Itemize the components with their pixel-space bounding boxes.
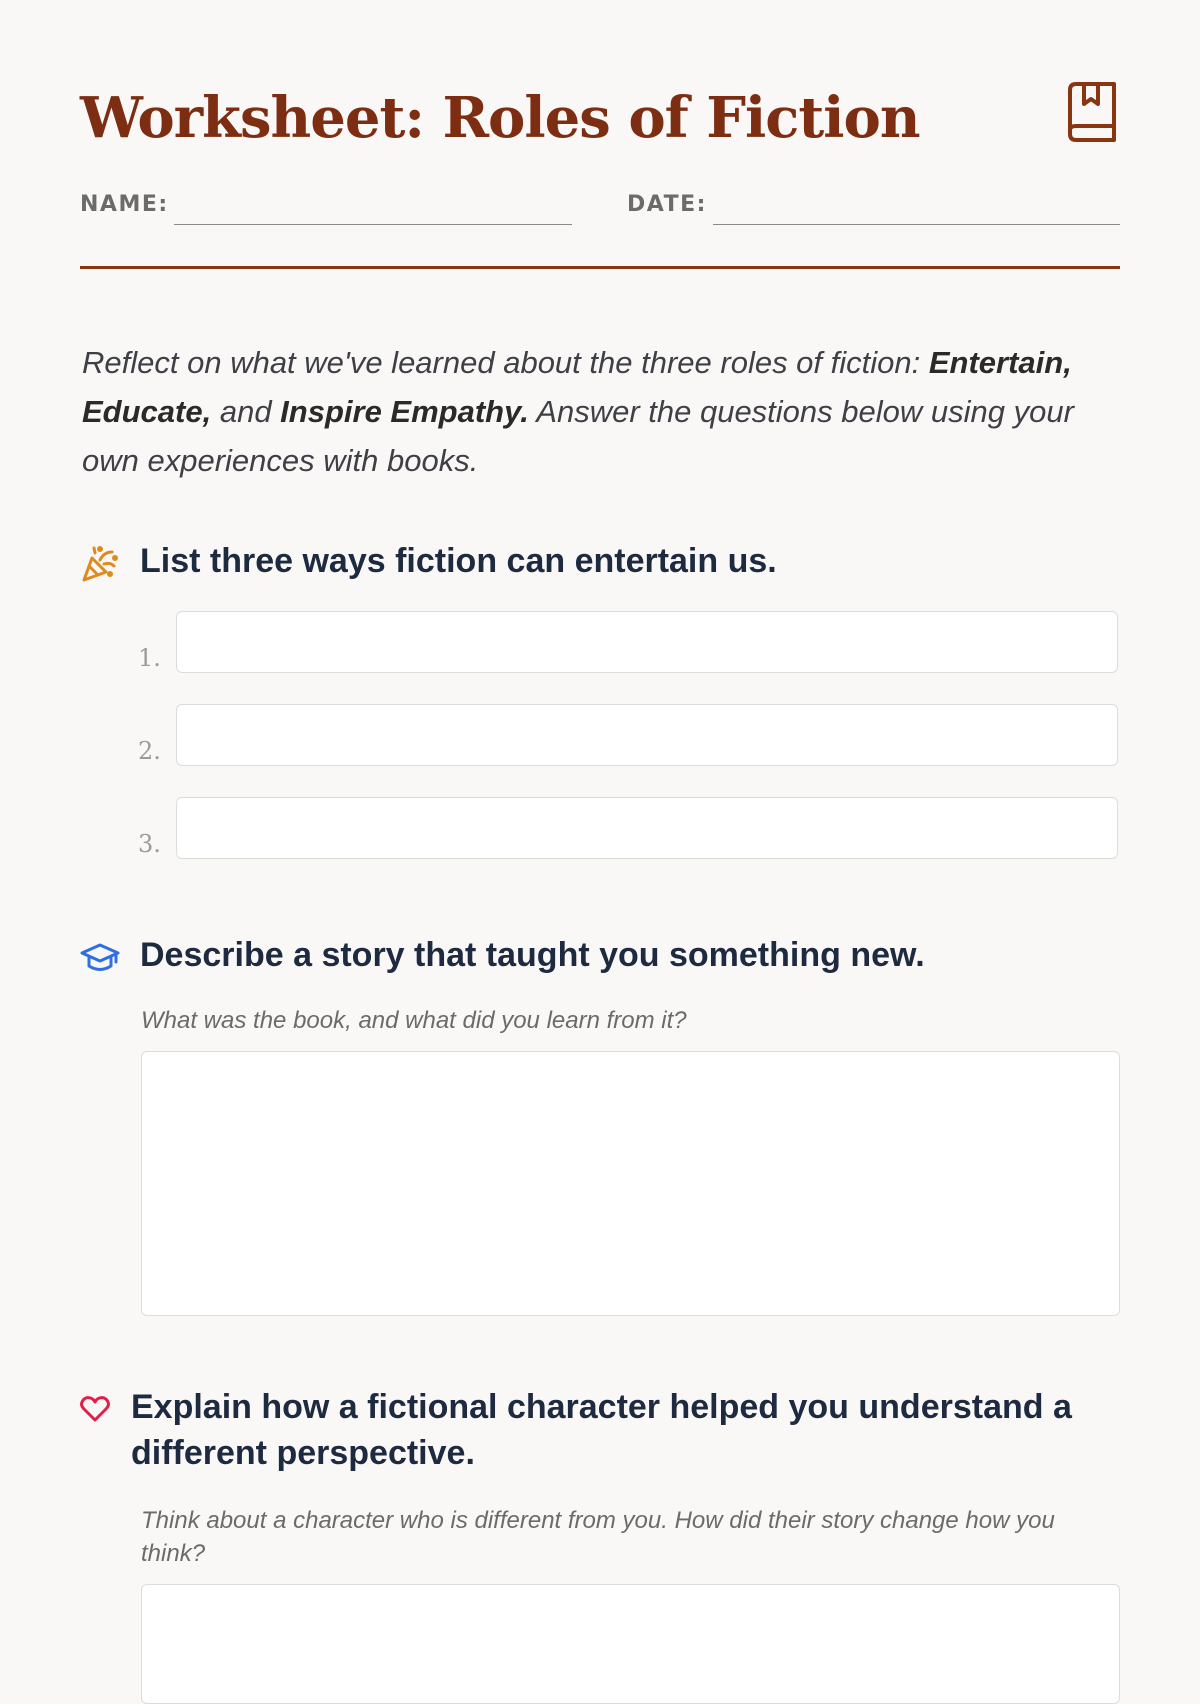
intro-bold-1: Entertain, Educate, xyxy=(82,345,1072,429)
question-3-heading: Explain how a fictional character helped you understand a different perspective. xyxy=(131,1388,1072,1472)
answer-textarea-2[interactable] xyxy=(141,1051,1120,1316)
answer-number-3: 3. xyxy=(138,830,161,858)
title-row xyxy=(80,78,1120,158)
name-label: NAME: xyxy=(80,192,169,217)
heart-icon xyxy=(80,1395,110,1423)
answer-input-1[interactable] xyxy=(176,611,1118,673)
date-label: DATE: xyxy=(627,192,707,217)
intro-paragraph xyxy=(82,338,1122,485)
name-date-row xyxy=(80,188,1120,228)
answer-number-1: 1. xyxy=(138,644,161,672)
intro-text-3: Answer the questions below using your own experiences with books. xyxy=(82,394,1074,478)
date-field[interactable] xyxy=(713,224,1120,225)
question-2-heading: Describe a story that taught you something new. xyxy=(140,936,925,974)
answer-textarea-3[interactable] xyxy=(141,1584,1120,1704)
question-1-heading: List three ways fiction can entertain us. xyxy=(140,542,777,580)
book-icon xyxy=(1064,80,1120,144)
answer-number-2: 2. xyxy=(138,737,161,765)
answer-input-2[interactable] xyxy=(176,704,1118,766)
name-field[interactable] xyxy=(174,224,572,225)
question-3-hint: Think about a character who is different from you. How did their story change how you think? xyxy=(141,1507,1055,1567)
intro-text-1: Reflect on what we've learned about the three roles of fiction: xyxy=(82,345,929,380)
page-title: Worksheet: Roles of Fiction xyxy=(80,85,920,151)
intro-bold-2: Inspire Empathy. xyxy=(280,394,529,429)
intro-text-2: and xyxy=(211,394,281,429)
answer-input-3[interactable] xyxy=(176,797,1118,859)
header-divider xyxy=(80,266,1120,269)
question-2-hint: What was the book, and what did you learn from it? xyxy=(141,1007,687,1034)
graduation-cap-icon xyxy=(80,942,120,974)
party-popper-icon xyxy=(80,544,120,584)
